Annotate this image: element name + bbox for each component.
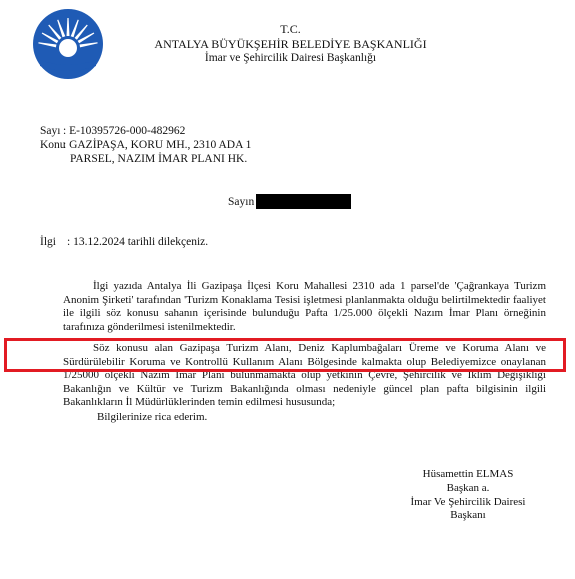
signature-block: [393, 468, 543, 523]
signatory-title-1: Başkan a.: [446, 481, 490, 494]
signatory-title-3: Başkanı: [450, 509, 486, 522]
closing-line: Bilgilerinize rica ederim.: [97, 411, 208, 423]
red-highlight-box: [4, 338, 566, 372]
sayi-row: [40, 125, 186, 137]
signatory-title-2: İmar Ve Şehircilik Dairesi: [410, 495, 526, 508]
sayi-label: Sayı: [40, 125, 61, 137]
konu-label: Konu: [40, 139, 66, 151]
ilgi-row: [40, 236, 209, 248]
ilgi-value: : 13.12.2024 tarihli dilekçeniz.: [67, 236, 209, 248]
konu-row: [40, 139, 252, 151]
redaction-bar: [256, 194, 351, 209]
konu-value-1: : GAZİPAŞA, KORU MH., 2310 ADA 1: [63, 139, 252, 151]
addressee-prefix: Sayın: [228, 196, 255, 208]
body-paragraph-1: İlgi yazıda Antalya İli Gazipaşa İlçesi Koru Mahallesi 2310 ada 1 parsel'de 'Çağrankaya Turizm Anonim Şirketi' tarafından 'Turizm Konaklama Tesisi işletmesi planlanmakta olduğu belirtilmektedir faaliyet ile ilgili söz konusu sahanın içerisinde bulunduğu Pafta 1/25.000 ölçekli Nazım İmar Planı örneğinin tarafınıza gönderilmesi istenilmektedir.: [63, 280, 546, 333]
ilgi-label: İlgi: [40, 236, 56, 248]
signatory-name: Hüsamettin ELMAS: [422, 468, 514, 480]
sayi-value: : E-10395726-000-482962: [63, 125, 186, 137]
header-institution: ANTALYA BÜYÜKŞEHİR BELEDİYE BAŞKANLIĞI: [154, 37, 427, 51]
header-department: İmar ve Şehircilik Dairesi Başkanlığı: [204, 52, 377, 64]
header-tc: T.C.: [280, 22, 301, 36]
body-paragraph-2: Söz konusu alan Gazipaşa Turizm Alanı, Deniz Kaplumbağaları Üreme ve Koruma Alanı ve Sürdürülebilir Koruma ve Kontrollü Kullanım Alanı Bölgesinde kalmakta olup Belediyemizce onaylanan 1/25000 ölçekli Nazım İmar Planı bulunmamakta olup yetkinin Çevre, Şehircilik ve İklim Değişikliği Bakanlığın ve Kültür ve Turizm Bakanlığında olması nedeniyle güncel plan pafta bilgisinin ilgili Bakanlıkların İl Müdürlüklerinden temin edilmesi hususunda;: [63, 342, 546, 409]
addressee: [228, 196, 254, 208]
konu-value-2: PARSEL, NAZIM İMAR PLANI HK.: [70, 153, 248, 165]
